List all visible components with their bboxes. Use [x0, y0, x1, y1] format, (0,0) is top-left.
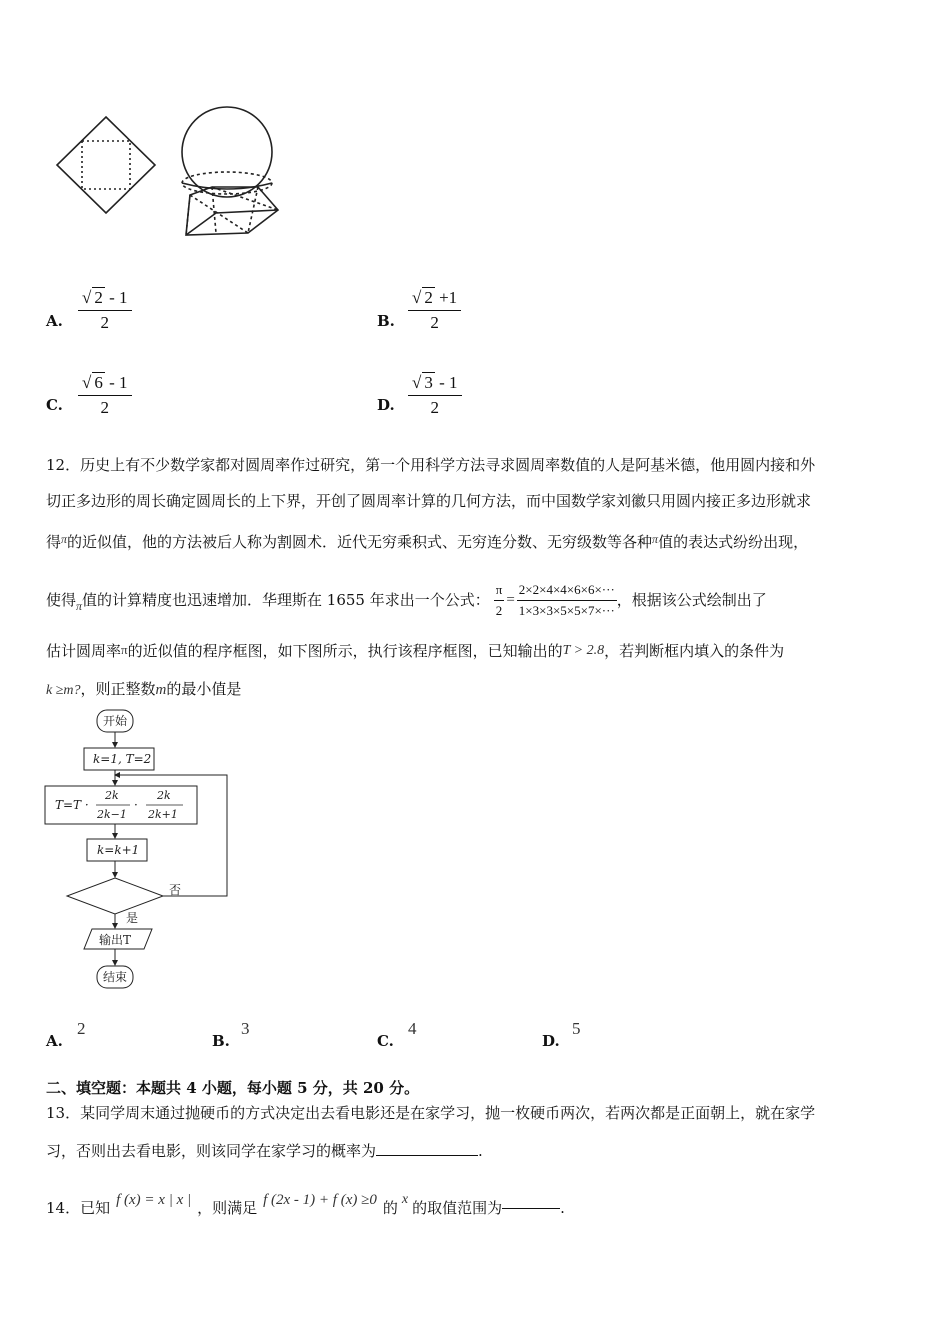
wallis-lhs: $\frac{\pi}{2}$ — [495, 581, 503, 618]
svg-text:T=T ·: T=T · — [55, 798, 89, 812]
svg-text:2k: 2k — [157, 789, 171, 802]
section-2-heading: 二、填空题：本题共 4 小题，每小题 5 分，共 20 分。 — [46, 1079, 420, 1097]
svg-text:输出T: 输出T — [99, 933, 132, 947]
q11-option-a-value: $\frac{√ 2 - 1}{2}$ — [78, 287, 132, 333]
q11-option-c-value: $\frac{√ 6 - 1}{2}$ — [78, 372, 132, 418]
q12-line-5: 估计圆周率π的近似值的程序框图，如下图所示，执行该程序框图，已知输出的T > 2.8，若判断框内填入的条件为 — [46, 642, 785, 660]
q12-option-b-label: B. — [212, 1032, 230, 1050]
q12-option-a-value: 2 — [77, 1019, 86, 1038]
q11-option-b-label: B. — [377, 312, 395, 330]
q12-option-a-label: A. — [46, 1032, 63, 1050]
q14-line: 14．已知 f (x) = x | x | ，则满足 f (2x - 1) + f (x) ≥0 的 x 的取值范围为 . — [46, 1192, 565, 1217]
q11-option-d-label: D. — [377, 396, 395, 414]
svg-text:2k+1: 2k+1 — [148, 808, 178, 821]
q11-option-a-label: A. — [46, 312, 63, 330]
q11-option-c-label: C. — [46, 396, 63, 414]
q12-option-b-value: 3 — [241, 1019, 250, 1038]
svg-text:2k−1: 2k−1 — [97, 808, 127, 821]
q12-option-d-value: 5 — [572, 1019, 581, 1038]
q11-option-d-value: $\frac{√ 3 - 1}{2}$ — [408, 372, 462, 418]
svg-text:是: 是 — [126, 911, 139, 925]
q12-line-3: 得$^\pi$的近似值，他的方法被后人称为割圆术．近代无穷乘积式、无穷连分数、无穷级数等各种$^\pi$值的表达式纷纷出现， — [46, 532, 809, 551]
q12-line-6: k ≥m?，则正整数m的最小值是 — [46, 680, 242, 698]
svg-text:2k: 2k — [105, 789, 119, 802]
svg-text:结束: 结束 — [103, 970, 128, 984]
svg-text:开始: 开始 — [103, 714, 128, 728]
svg-text:否: 否 — [169, 883, 182, 897]
q12-option-c-value: 4 — [408, 1019, 417, 1038]
svg-text:k=1, T=2: k=1, T=2 — [93, 752, 152, 766]
wallis-rhs: $\frac{2\times 2\times 4\times 4\times 6\times 6\times\cdot\cdot\cdot}{1\times 3\times 3\times 5\times 5\times 7\times\cdot\cdot\cdot}$ — [518, 581, 615, 618]
q11-option-b-value: $\frac{√ 2 +1}{2}$ — [408, 287, 461, 333]
q12-option-d-label: D. — [542, 1032, 560, 1050]
flow-decision — [67, 878, 163, 914]
q12-line-1: 12．历史上有不少数学家都对圆周率作过研究，第一个用科学方法寻求圆周率数值的人是阿基米德，他用圆内接和外 — [46, 456, 816, 474]
q12-line-2: 切正多边形的周长确定圆周长的上下界，开创了圆周率计算的几何方法，而中国数学家刘徽只用圆内接正多边形就求 — [46, 492, 812, 510]
svg-text:·: · — [134, 798, 138, 812]
q13-line-1: 13．某同学周末通过抛硬币的方式决定出去看电影还是在家学习，抛一枚硬币两次，若两次都是正面朝上，就在家学 — [46, 1104, 816, 1122]
q12-line-4: 使得 π 值的计算精度也迅速增加．华理斯在 1655 年求出一个公式： $\frac{\pi}{2}$ = $\frac{2\times 2\times 4\times 4\times 6\times 6\times\cdot\cdot\cdot}{1\times 3\times 3\times 5\times 5\times 7\times\cdot\cdot\cdot}$ ，根据该公式绘制出了 — [46, 580, 767, 620]
solid-view-diagram — [182, 107, 278, 235]
q12-option-c-label: C. — [377, 1032, 394, 1050]
q14-answer-blank[interactable] — [502, 1208, 560, 1209]
svg-text:k=k+1: k=k+1 — [97, 843, 140, 857]
top-view-diagram — [57, 117, 155, 213]
q13-answer-blank[interactable] — [376, 1155, 478, 1156]
geometry-figure — [40, 95, 290, 260]
flowchart — [40, 705, 240, 995]
q13-line-2: 习，否则出去看电影，则该同学在家学习的概率为 . — [46, 1142, 483, 1160]
